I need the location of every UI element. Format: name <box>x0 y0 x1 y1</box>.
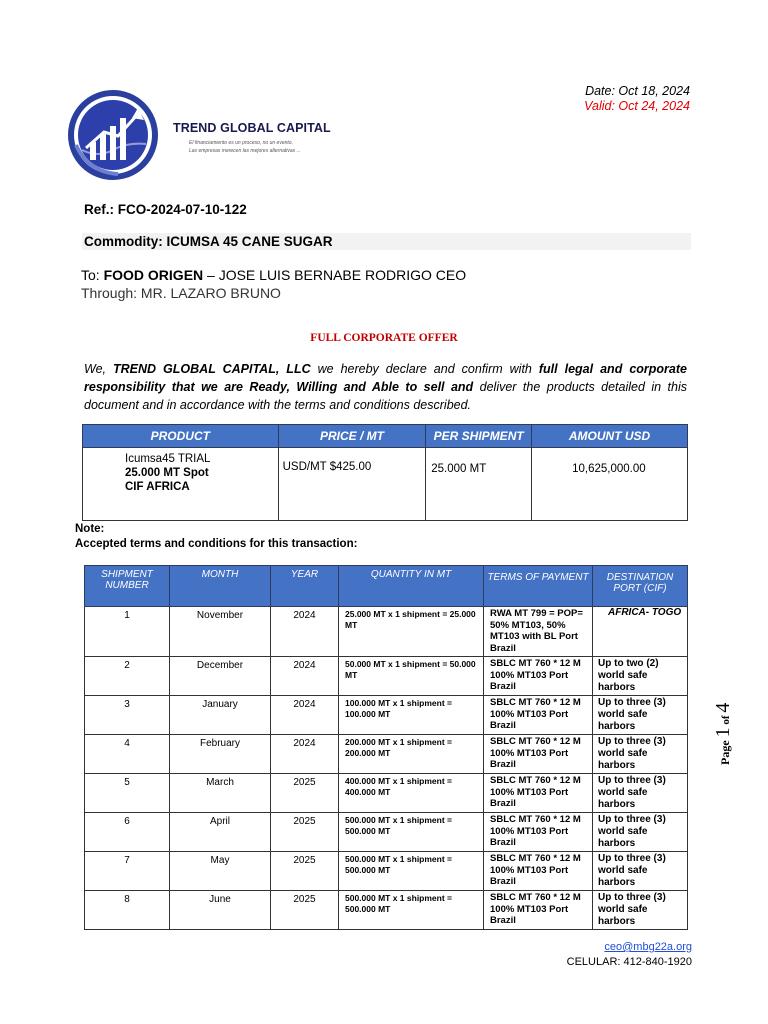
ref-value: FCO-2024-07-10-122 <box>117 202 247 217</box>
header-destination-label: DESTINATION PORT (CIF) <box>606 572 674 594</box>
shipment-terms: SBLC MT 760 * 12 M 100% MT103 Port Brazil <box>484 891 593 930</box>
table-row <box>85 891 688 930</box>
shipment-month: December <box>170 657 271 696</box>
amount-cell: 10,625,000.00 <box>532 448 688 521</box>
product-table-header <box>83 425 688 448</box>
header-month-label: MONTH <box>201 569 239 580</box>
page-label: Page <box>718 737 732 765</box>
shipment-number: 3 <box>85 696 170 735</box>
shipment-destination: Up to three (3) world safe harbors <box>593 774 688 813</box>
date-block <box>584 84 690 114</box>
header-product: PRODUCT <box>83 425 279 448</box>
shipment-month: March <box>170 774 271 813</box>
shipment-quantity: 50.000 MT x 1 shipment = 50.000 MT <box>339 657 484 696</box>
product-row <box>83 448 688 521</box>
header-price: PRICE / MT <box>278 425 426 448</box>
shipment-quantity: 200.000 MT x 1 shipment = 200.000 MT <box>339 735 484 774</box>
shipment-destination: Up to three (3) world safe harbors <box>593 852 688 891</box>
shipment-quantity: 100.000 MT x 1 shipment = 100.000 MT <box>339 696 484 735</box>
header-destination <box>593 566 688 607</box>
product-name: Icumsa45 TRIAL <box>125 453 211 465</box>
header-terms <box>484 566 593 607</box>
shipment-year: 2024 <box>271 607 339 657</box>
table-row <box>85 735 688 774</box>
tagline-line-2: Las empresas merecen las mejores alternativas ... <box>189 148 301 154</box>
header-month <box>170 566 271 607</box>
shipment-quantity: 400.000 MT x 1 shipment = 400.000 MT <box>339 774 484 813</box>
shipment-month: January <box>170 696 271 735</box>
shipment-year: 2025 <box>271 891 339 930</box>
offer-date: Date: Oct 18, 2024 <box>585 84 690 98</box>
shipment-number: 1 <box>85 607 170 657</box>
shipment-number: 7 <box>85 852 170 891</box>
shipment-number: 8 <box>85 891 170 930</box>
shipment-year: 2024 <box>271 735 339 774</box>
phone-number: CELULAR: 412-840-1920 <box>566 956 692 968</box>
shipment-destination: Up to two (2) world safe harbors <box>593 657 688 696</box>
declaration-paragraph <box>84 360 687 414</box>
shipment-year: 2025 <box>271 813 339 852</box>
header-year <box>271 566 339 607</box>
reference-number <box>84 202 247 217</box>
through-line: Through: MR. LAZARO BRUNO <box>81 285 281 301</box>
table-row <box>85 657 688 696</box>
shipment-month: May <box>170 852 271 891</box>
shipment-destination: Up to three (3) world safe harbors <box>593 813 688 852</box>
product-table <box>82 424 688 521</box>
table-row <box>85 774 688 813</box>
shipment-quantity: 500.000 MT x 1 shipment = 500.000 MT <box>339 852 484 891</box>
shipment-table-header <box>85 566 688 607</box>
page-number <box>712 703 735 765</box>
shipment-number: 5 <box>85 774 170 813</box>
shipment-terms: SBLC MT 760 * 12 M 100% MT103 Port Brazil <box>484 657 593 696</box>
shipment-terms: SBLC MT 760 * 12 M 100% MT103 Port Brazil <box>484 813 593 852</box>
tagline-line-1: El financiamiento es un proceso, no un evento. <box>189 140 293 146</box>
decl-text-2: we hereby declare and confirm with <box>310 362 539 376</box>
header-quantity <box>339 566 484 607</box>
header-shipment-number <box>85 566 170 607</box>
shipment-number: 4 <box>85 735 170 774</box>
page-of: of <box>720 712 732 728</box>
shipment-terms: SBLC MT 760 * 12 M 100% MT103 Port Brazil <box>484 774 593 813</box>
shipment-month: February <box>170 735 271 774</box>
recipient-company: FOOD ORIGEN <box>103 267 204 283</box>
header-amount: AMOUNT USD <box>532 425 688 448</box>
commodity-value: ICUMSA 45 CANE SUGAR <box>166 234 333 249</box>
shipment-terms: RWA MT 799 = POP= 50% MT103, 50% MT103 with BL Port Brazil <box>484 607 593 657</box>
commodity-label: Commodity: <box>84 234 167 249</box>
shipment-number: 2 <box>85 657 170 696</box>
header-terms-label: TERMS OF PAYMENT <box>487 572 589 583</box>
shipment-year: 2024 <box>271 657 339 696</box>
offer-title: FULL CORPORATE OFFER <box>310 332 458 344</box>
recipient-line <box>81 267 466 283</box>
table-row <box>85 696 688 735</box>
header-shipment-number-label: SHIPMENT NUMBER <box>101 569 153 591</box>
shipment-terms: SBLC MT 760 * 12 M 100% MT103 Port Brazil <box>484 852 593 891</box>
ref-label: Ref.: <box>84 202 118 217</box>
note-text: Accepted terms and conditions for this transaction: <box>75 538 358 550</box>
product-destination: CIF AFRICA <box>125 481 190 493</box>
price-cell: USD/MT $425.00 <box>278 448 426 521</box>
shipment-terms: SBLC MT 760 * 12 M 100% MT103 Port Brazil <box>484 696 593 735</box>
header-quantity-label: QUANTITY IN MT <box>370 569 452 580</box>
decl-company: TREND GLOBAL CAPITAL, LLC <box>113 362 311 376</box>
shipment-quantity: 500.000 MT x 1 shipment = 500.000 MT <box>339 813 484 852</box>
shipment-number: 6 <box>85 813 170 852</box>
company-logo <box>68 90 158 180</box>
header-per-shipment: PER SHIPMENT <box>426 425 532 448</box>
bar-chart-circle-logo-icon <box>68 90 158 180</box>
decl-text-3: deliver the products detailed in this document and in accordance with the terms and conditions described. <box>84 380 687 412</box>
shipment-year: 2025 <box>271 774 339 813</box>
decl-text-1: We, <box>84 362 113 376</box>
product-quantity: 25.000 MT Spot <box>125 467 209 479</box>
per-shipment-cell: 25.000 MT <box>426 448 532 521</box>
header-year-label: YEAR <box>290 569 319 580</box>
valid-until-date: Valid: Oct 24, 2024 <box>584 99 690 113</box>
shipment-destination: AFRICA- TOGO <box>593 607 688 657</box>
shipment-month: November <box>170 607 271 657</box>
shipment-table <box>84 565 688 930</box>
commodity <box>84 234 333 249</box>
shipment-month: April <box>170 813 271 852</box>
shipment-terms: SBLC MT 760 * 12 M 100% MT103 Port Brazil <box>484 735 593 774</box>
shipment-year: 2024 <box>271 696 339 735</box>
shipment-year: 2025 <box>271 852 339 891</box>
shipment-quantity: 500.000 MT x 1 shipment = 500.000 MT <box>339 891 484 930</box>
page-current: 1 <box>712 727 734 738</box>
shipment-destination: Up to three (3) world safe harbors <box>593 735 688 774</box>
shipment-quantity: 25.000 MT x 1 shipment = 25.000 MT <box>339 607 484 657</box>
table-row <box>85 813 688 852</box>
shipment-month: June <box>170 891 271 930</box>
company-name: TREND GLOBAL CAPITAL <box>173 121 331 135</box>
shipment-destination: Up to three (3) world safe harbors <box>593 696 688 735</box>
shipment-table-body <box>85 607 688 930</box>
to-label: To: <box>81 267 104 283</box>
note-title: Note: <box>75 523 105 535</box>
page-total: 4 <box>712 702 734 713</box>
table-row <box>85 852 688 891</box>
note <box>75 522 357 552</box>
shipment-destination: Up to three (3) world safe harbors <box>593 891 688 930</box>
decl-bold: full legal and corporate responsibility that we are Ready, Willing and Able to sell and <box>84 362 687 394</box>
table-row <box>85 607 688 657</box>
recipient-name: – JOSE LUIS BERNABE RODRIGO CEO <box>203 267 467 283</box>
product-cell <box>83 448 279 521</box>
email-link[interactable]: ceo@mbg22a.org <box>604 941 692 953</box>
